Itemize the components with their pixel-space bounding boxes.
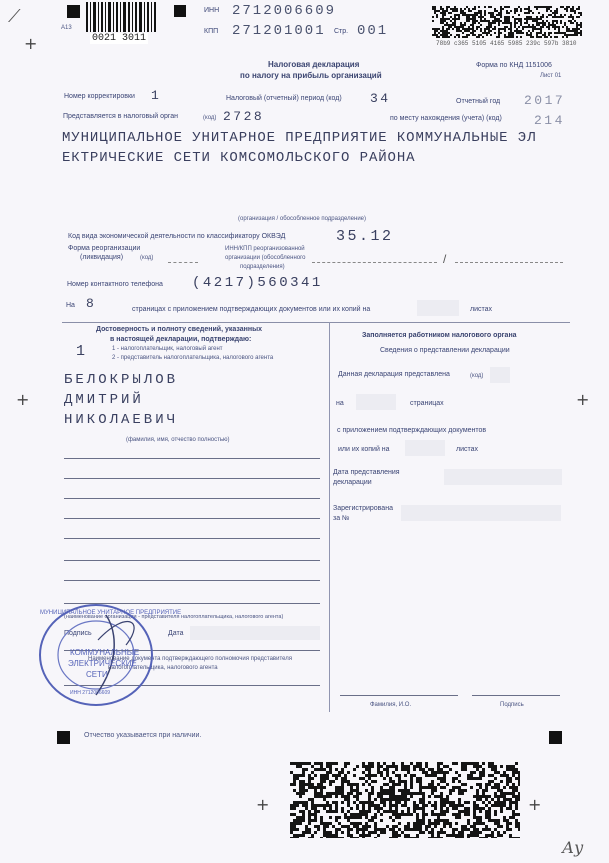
date-presented-label-2: декларации [333, 479, 372, 486]
column-divider [329, 322, 330, 712]
barcode-graphic-2d [432, 6, 582, 38]
presented-code-cell[interactable] [490, 367, 510, 383]
doc-caption-2: налогоплательщика, налогового агента [108, 665, 218, 671]
reorg-kpp-line [455, 262, 563, 263]
patronymic-value[interactable]: НИКОЛАЕВИЧ [64, 412, 179, 428]
top-right-2d-barcode [432, 6, 582, 38]
year-value[interactable]: 2017 [524, 93, 566, 108]
surname-value[interactable]: БЕЛОКРЫЛОВ [64, 372, 179, 388]
organization-line-2[interactable]: ЕКТРИЧЕСКИЕ СЕТИ КОМСОМОЛЬСКОГО РАЙОНА [62, 150, 416, 166]
correction-label: Номер корректировки [64, 93, 135, 100]
presented-code-label: (код) [470, 373, 484, 379]
registered-label: Зарегистрирована [333, 505, 393, 512]
corner-label: A13 [61, 25, 72, 31]
page-value: 001 [357, 23, 389, 39]
tax-organ-code-label: (код) [203, 115, 217, 121]
blank-line-7 [64, 580, 320, 581]
presented-label: Данная декларация представлена [338, 371, 450, 378]
registered-cells[interactable] [401, 505, 561, 521]
reorg-inn-label-3: подразделения) [240, 264, 285, 270]
date-label: Дата [168, 630, 184, 637]
sheets-cells[interactable] [417, 300, 459, 316]
right-signature-caption: Подпись [500, 702, 524, 708]
reorg-slash: / [443, 252, 447, 266]
stamp-outer-text: МУНИЦИПАЛЬНОЕ УНИТАРНОЕ ПРЕДПРИЯТИЕ [40, 610, 182, 616]
fio-line [340, 695, 458, 696]
fio-caption: (фамилия, имя, отчество полностью) [126, 437, 230, 443]
reorg-label: Форма реорганизации [68, 245, 141, 252]
blank-line-2 [64, 478, 320, 479]
signature-line [472, 695, 560, 696]
blank-line-4 [64, 518, 320, 519]
corner-signature: Ау [562, 838, 584, 857]
code-number: 0021 3011 [92, 33, 147, 44]
registration-cross-icon: + [24, 34, 38, 53]
pages-value[interactable]: 8 [86, 296, 97, 311]
attachments-label: с приложением подтверждающих документов [337, 427, 487, 434]
corner-marker-top-left [67, 5, 80, 18]
period-label: Налоговый (отчетный) период (код) [226, 95, 342, 102]
signature-label: Подпись [64, 630, 92, 637]
phone-label: Номер контактного телефона [67, 281, 163, 288]
reorg-code-label: (код) [140, 255, 154, 261]
pages-prefix: На [66, 302, 75, 309]
stamp-center-1: КОММУНАЛЬНЫЕ [70, 648, 140, 657]
kpp-value: 271201001 [232, 23, 326, 39]
corner-slash-icon: ⟋ [8, 6, 21, 26]
date-presented-cells[interactable] [444, 469, 562, 485]
reorg-code-line [168, 262, 198, 263]
reorg-inn-label-2: организации (обособленного [225, 255, 306, 261]
location-value[interactable]: 214 [534, 113, 565, 128]
corner-marker-top-inn [174, 5, 186, 17]
registered-label-2: за № [333, 515, 350, 522]
stamp-center-3: СЕТИ [86, 670, 108, 679]
form-label: Форма по КНД 1151006 [476, 62, 552, 69]
name-value[interactable]: ДМИТРИЙ [64, 392, 144, 408]
sheet-label: Лист 01 [540, 73, 562, 79]
location-label: по месту нахождения (учета) (код) [390, 115, 502, 122]
tax-organ-label: Представляется в налоговый орган [63, 113, 179, 120]
barcode-text: 78b9 c365 5105 4165 5985 239c 597b 3810 [436, 40, 577, 47]
pages-cells-right[interactable] [356, 394, 396, 410]
choice-option-2: 2 - представитель налогоплательщика, налогового агента [112, 355, 274, 361]
phone-value[interactable]: (4217)560341 [192, 275, 323, 291]
correction-value[interactable]: 1 [151, 88, 162, 103]
reorg-inn-label: ИНН/КПП реорганизованной [225, 246, 305, 252]
reorg-inn-line [312, 262, 437, 263]
registration-cross-right-icon: + [576, 390, 590, 409]
stamp-center-2: ЭЛЕКТРИЧЕСКИЕ [68, 659, 137, 668]
organization-caption: (организация / обособленное подразделение) [238, 216, 367, 222]
corner-marker-bottom-left [57, 731, 70, 744]
copies-label: или их копий на [338, 446, 390, 453]
stamp-inn-line: ИНН 2712006609 [70, 690, 111, 696]
doc-caption-1: Наименование документа подтверждающего полномочия представителя [88, 656, 293, 662]
declaration-title: Налоговая декларация [268, 60, 360, 69]
registration-cross-bottom-left-icon: + [256, 795, 270, 814]
kpp-label: КПП [204, 28, 219, 35]
date-presented-label: Дата представления [333, 469, 400, 476]
blank-line-6 [64, 560, 320, 561]
choice-option-1: 1 - налогоплательщик, налоговый агент [112, 346, 223, 352]
top-barcode [86, 2, 156, 32]
org-representative-caption: (наименование организации - представителя налогоплательщика, налогового агента) [64, 614, 284, 620]
year-label: Отчетный год [456, 98, 501, 105]
tax-organ-value[interactable]: 2728 [223, 109, 265, 124]
copies-cells[interactable] [405, 440, 445, 456]
confirmation-heading-2: в настоящей декларации, подтверждаю: [110, 336, 252, 343]
inn-label: ИНН [204, 7, 220, 14]
okved-label: Код вида экономической деятельности по классификатору ОКВЭД [68, 233, 286, 240]
right-sheets-label: листах [456, 446, 479, 453]
reorg-label-2: (ликвидация) [80, 254, 124, 261]
right-pages-label: страницах [410, 400, 444, 407]
bottom-2d-barcode [290, 762, 520, 838]
period-value[interactable]: 34 [370, 91, 391, 106]
choice-value[interactable]: 1 [76, 343, 88, 360]
corner-marker-bottom-right [549, 731, 562, 744]
barcode-graphic [86, 2, 156, 32]
right-fio-caption: Фамилия, И.О. [370, 702, 412, 708]
blank-line-5 [64, 538, 320, 539]
registration-cross-bottom-right-icon: + [528, 795, 542, 814]
right-subheading: Сведения о представлении декларации [380, 347, 510, 354]
blank-line-3 [64, 498, 320, 499]
okved-value[interactable]: 35.12 [336, 228, 394, 245]
barcode-graphic-2d-bottom [290, 762, 520, 838]
pages-text: страницах с приложением подтверждающих документов или их копий на [132, 306, 371, 313]
blank-line-1 [64, 458, 320, 459]
presence-note: Отчество указывается при наличии. [84, 732, 202, 739]
date-cells[interactable] [190, 626, 320, 640]
declaration-subtitle: по налогу на прибыль организаций [240, 71, 382, 80]
on-label: на [336, 400, 344, 407]
organization-line-1[interactable]: МУНИЦИПАЛЬНОЕ УНИТАРНОЕ ПРЕДПРИЯТИЕ КОММУНАЛЬНЫЕ ЭЛ [62, 130, 537, 146]
registration-cross-left-icon: + [16, 390, 30, 409]
right-heading: Заполняется работником налогового органа [362, 332, 517, 339]
page-label: Стр. [334, 28, 349, 35]
confirmation-heading: Достоверность и полноту сведений, указанных [96, 326, 262, 333]
inn-value: 2712006609 [232, 3, 337, 19]
sheets-label: листах [470, 306, 493, 313]
section-divider [62, 322, 570, 323]
